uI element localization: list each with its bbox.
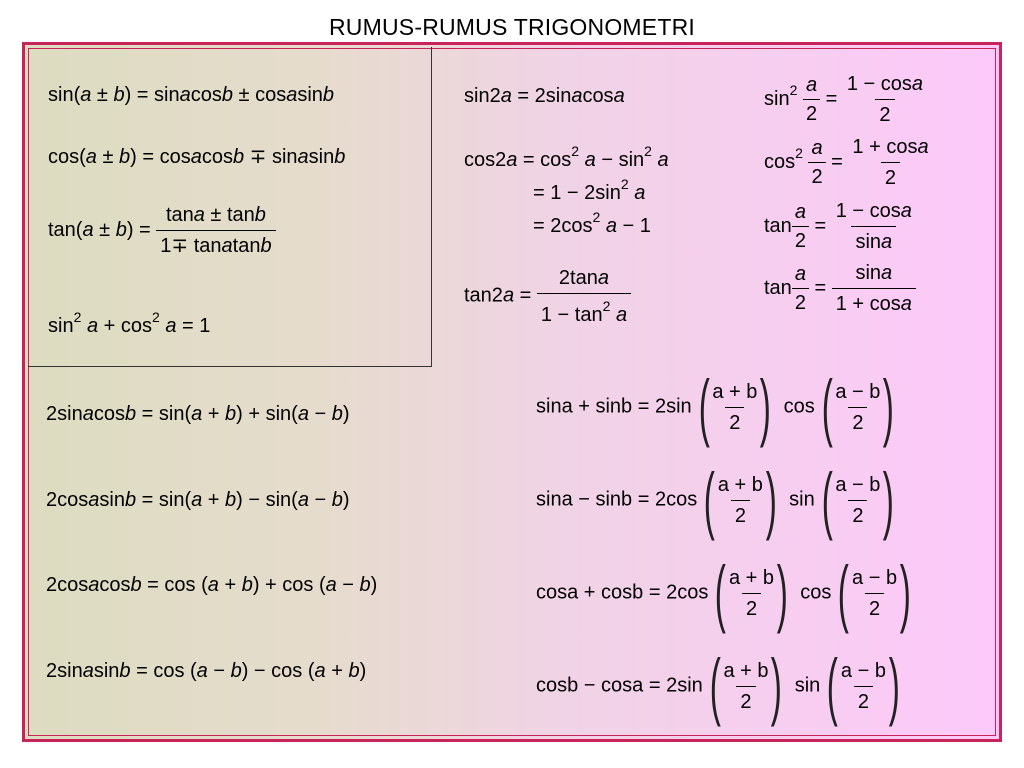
page-title: RUMUS-RUMUS TRIGONOMETRI (329, 14, 695, 40)
formula-sin-half: $\sin^2$ $\frac{a}{2}$ = $\frac{1 - \cos a}{2}$ (764, 73, 924, 126)
formula-tan-sum: tan(a ± b) = $\frac{\tan a \pm \tan b}{\text{1∓ tanatanb}}$ (48, 205, 276, 256)
formula-sum-to-product-2: sina − sinb = 2cos ( $\frac{a + b}{2}$ ) sin ( $\frac{a - b}{2}$ ) (536, 458, 895, 541)
formula-cos-double-1: $\cos 2a = \cos^2 a - \sin^2 a$ (464, 143, 669, 171)
formula-cos-sum: cos(a ± b) = cosacosb ∓ sinasinb (48, 146, 346, 168)
formula-product-to-sum-1: 2sinacosb = sin(a + b) + sin(a − b) (46, 403, 350, 425)
formula-sum-to-product-4: cosb − cosa = 2sin ( $\frac{a + b}{2}$ ) sin ( $\frac{a - b}{2}$ ) (536, 644, 900, 727)
formula-cos-double-2: = $1 - 2\sin^2$ a (533, 176, 646, 204)
formula-product-to-sum-2: 2cosasinb = sin(a + b) − sin(a − b) (46, 489, 350, 511)
formula-sum-to-product-1: sina + sinb = 2sin ( $\frac{a + b}{2}$ ) cos ( $\frac{a - b}{2}$ ) (536, 365, 895, 448)
formula-product-to-sum-4: 2sinasinb = cos (a − b) − cos (a + b) (46, 660, 367, 682)
formula-sum-to-product-3: cosa + cosb = 2cos ( $\frac{a + b}{2}$ ) cos ( $\frac{a - b}{2}$ ) (536, 551, 911, 634)
formula-cos-half: $\cos^2$ $\frac{a}{2}$ = $\frac{1 + \cos a}{2}$ (764, 136, 929, 189)
formula-tan-half-2: tan $\frac{a}{2}$ = $\frac{\sin a}{1 + \cos a}$ (764, 263, 916, 314)
formula-cos-double-3: = $2\cos^2$ a − 1 (533, 209, 651, 237)
formula-tan-double: tan2a = $\frac{2\tan a}{1 - \tan^2 a}$ (464, 268, 631, 325)
formula-sin-double: sin2a = 2sinacosa (464, 85, 625, 107)
formula-product-to-sum-3: 2cosacosb = cos (a + b) + cos (a − b) (46, 574, 378, 596)
formula-sin-sum: sin(a ± b) = sinacosb ± cosasinb (48, 84, 335, 106)
formula-tan-half-1: tan $\frac{a}{2}$ = $\frac{1 - \cos a}{\sin a}$ (764, 200, 912, 253)
formula-pythagorean: $\sin^2 a + \cos^2 a = 1$ (48, 309, 211, 337)
